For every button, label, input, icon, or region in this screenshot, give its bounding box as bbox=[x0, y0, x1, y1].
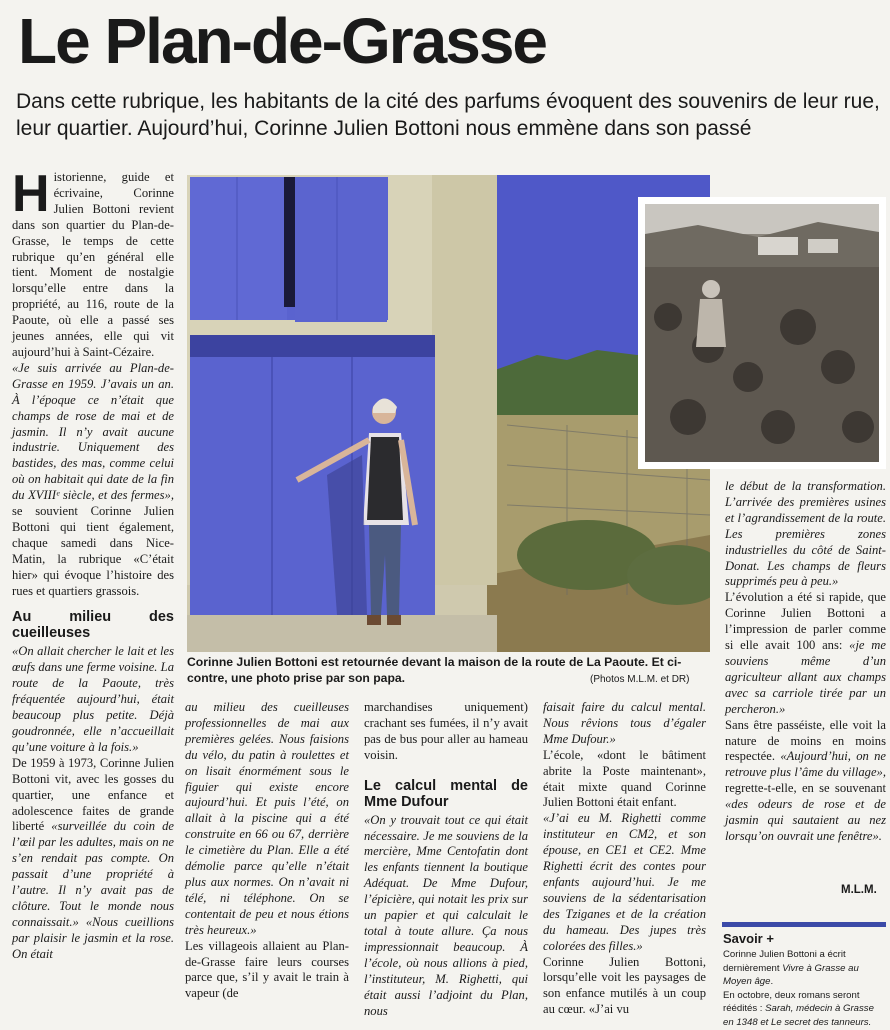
article-column-3 bbox=[364, 700, 528, 1019]
article-column-5 bbox=[725, 479, 886, 845]
inset-photo bbox=[638, 197, 886, 469]
body-paragraph: Les villageois allaient au Plan-de-Grasse faire leurs courses parce que, s’il y avait le train à vapeur (de bbox=[185, 938, 349, 1001]
body-paragraph: marchandises uniquement) crachant ses fumées, il n’y avait pas de bus pour aller au hameau voisin. bbox=[364, 700, 528, 762]
quote-paragraph: le début de la transformation. L’arrivée des premières usines et l’agrandissement de la route. Les premières zones industrielles du côté de Saint-Donat. Les champs de fleurs supprimés peu à peu.» bbox=[725, 479, 886, 589]
section-heading: Au milieu des cueilleuses bbox=[12, 609, 174, 642]
quote-paragraph: faisait faire du calcul mental. Nous rêvions tous d’égaler Mme Dufour.» bbox=[543, 700, 706, 746]
drop-cap: H bbox=[12, 165, 50, 223]
quote-paragraph: «On allait chercher le lait et les œufs dans une ferme voisine. La route de la Paoute, très fréquentée aujourd’hui, était beaucoup plus petite. Déjà goudronnée, elle n’accueillait qu’une voiture à la fois.» bbox=[12, 644, 174, 754]
section-heading: Le calcul mental de Mme Dufour bbox=[364, 777, 528, 810]
body-paragraph: L’école, «dont le bâtiment abrite la Poste maintenant», était mixte quand Corinne Julien Bottoni était enfant. bbox=[543, 747, 706, 810]
quote-paragraph: «J’ai eu M. Righetti comme instituteur en CM2, et son épouse, en CE1 et CE2. Mme Righetti écrit des contes pour enfants aujourd’hui. Je me souviens de la sédentarisation des Tziganes et de la création du hameau. Des jupes très colorées des filles.» bbox=[543, 811, 706, 953]
article-column-4 bbox=[543, 700, 706, 1018]
savoir-text: Corinne Julien Bottoni a écrit dernièrement Vivre à Grasse au Moyen âge. En octobre, deux romans seront réédités : Sarah, médecin à Grasse en 1348 et Le secret des tanneurs. bbox=[723, 949, 874, 1028]
body-paragraph: L’évolution a été si rapide, que Corinne Julien Bottoni a l’impression de parler comme si elle avait 100 ans: «je me souviens même d’un agriculteur allant aux champs avec sa carriole tirée par un percheron.» bbox=[725, 590, 886, 716]
photo-caption: Corinne Julien Bottoni est retournée devant la maison de la route de La Paoute. Et ci-contre, une photo prise par son papa. bbox=[187, 655, 682, 685]
subtitle: Dans cette rubrique, les habitants de la cité des parfums évoquent des souvenirs de leur rue, leur quartier. Aujourd’hui, Corinne Julien Bottoni nous emmène dans son passé bbox=[16, 90, 880, 140]
savoir-heading: Savoir + bbox=[723, 931, 774, 946]
quote-paragraph: au milieu des cueilleuses professionnelles de mai aux premières gelées. Nous faisions du vélo, du patin à roulettes et on lisait énormément sous le figuier qui existe encore aujourd’hui. Et puis l’été, on allait à la piscine qui a été construite en 66 ou 67, derrière le cimetière du Plan. Elle a été démolie parce qu’elle n’était plus aux normes. On n’avait ni télé, ni téléphone. On se contentait de peu et nous étions très heureux.» bbox=[185, 700, 349, 937]
body-paragraph: Sans être passéiste, elle voit la nature de moins en moins respectée. «Aujourd’hui, on ne retrouve plus l’âme du village», regrette-t-elle, en se souvenant «des odeurs de rose et de jasmin qui sautaient au nez lorsqu’on ouvrait une fenêtre». bbox=[725, 717, 886, 843]
photo-credit: (Photos M.L.M. et DR) bbox=[590, 674, 690, 685]
quote-paragraph: «Je suis arrivée au Plan-de-Grasse en 1959. J’avais un an. À l’époque ce n’était que champs de rose de mai et de jasmin. Il n’y avait aucune industrie. Uniquement des bastides, des mas, comme celui où on habitait qui date de la fin du XVIIIᵉ siècle, et des fermes», se souvient Corinne Julien Bottoni qui tient également, chaque samedi dans Nice-Matin, la rubrique «C’était hier» qui évoque l’histoire des rues et quartiers grassois. bbox=[12, 360, 174, 598]
main-photo bbox=[187, 175, 710, 652]
page-title: Le Plan-de-Grasse bbox=[18, 5, 546, 77]
savoir-divider bbox=[722, 922, 886, 927]
article-column-1 bbox=[12, 165, 174, 963]
quote-paragraph: «On y trouvait tout ce qui était nécessaire. Je me souviens de la mercière, Mme Centofatin dont les enfants tiennent la boutique Adéquat. De Mme Dufour, l’épicière, qui notait les prix sur un papier et qui calculait le total à toute allure. Ça nous impressionnait beaucoup. À l’école, où nous allions à pied, l’instituteur, M. Righetti, qui était aussi l’adjoint du Plan, nous bbox=[364, 812, 528, 1018]
body-paragraph: De 1959 à 1973, Corinne Julien Bottoni vit, avec les gosses du quartier, une enfance et adolescence faites de grande liberté «surveillée du coin de l’œil par les adultes, mais on ne s’en rendait pas compte. On passait d’une propriété à l’autre. Il n’y avait pas de clôture. Tout le monde nous connaissait.» «Nous cueillions par plaisir le jasmin et la rose. On était bbox=[12, 755, 174, 961]
article-column-2 bbox=[185, 700, 349, 1002]
body-paragraph: Corinne Julien Bottoni, lorsqu’elle voit les paysages de son enfance mutilés à un coup au cœur. «J’ai vu bbox=[543, 954, 706, 1017]
intro-paragraph: Historienne, guide et écrivaine, Corinne Julien Bottoni revient dans son quartier du Plan-de-Grasse, le temps de cette rubrique qu’en général elle tient. Moment de nostalgie lorsqu’elle entre dans la propriété, au 116, route de la Paoute, où elle a passé ses jeunes années, elle qui vit aujourd’hui à Saint-Cézaire. bbox=[12, 165, 174, 359]
author-signature: M.L.M. bbox=[841, 884, 877, 896]
